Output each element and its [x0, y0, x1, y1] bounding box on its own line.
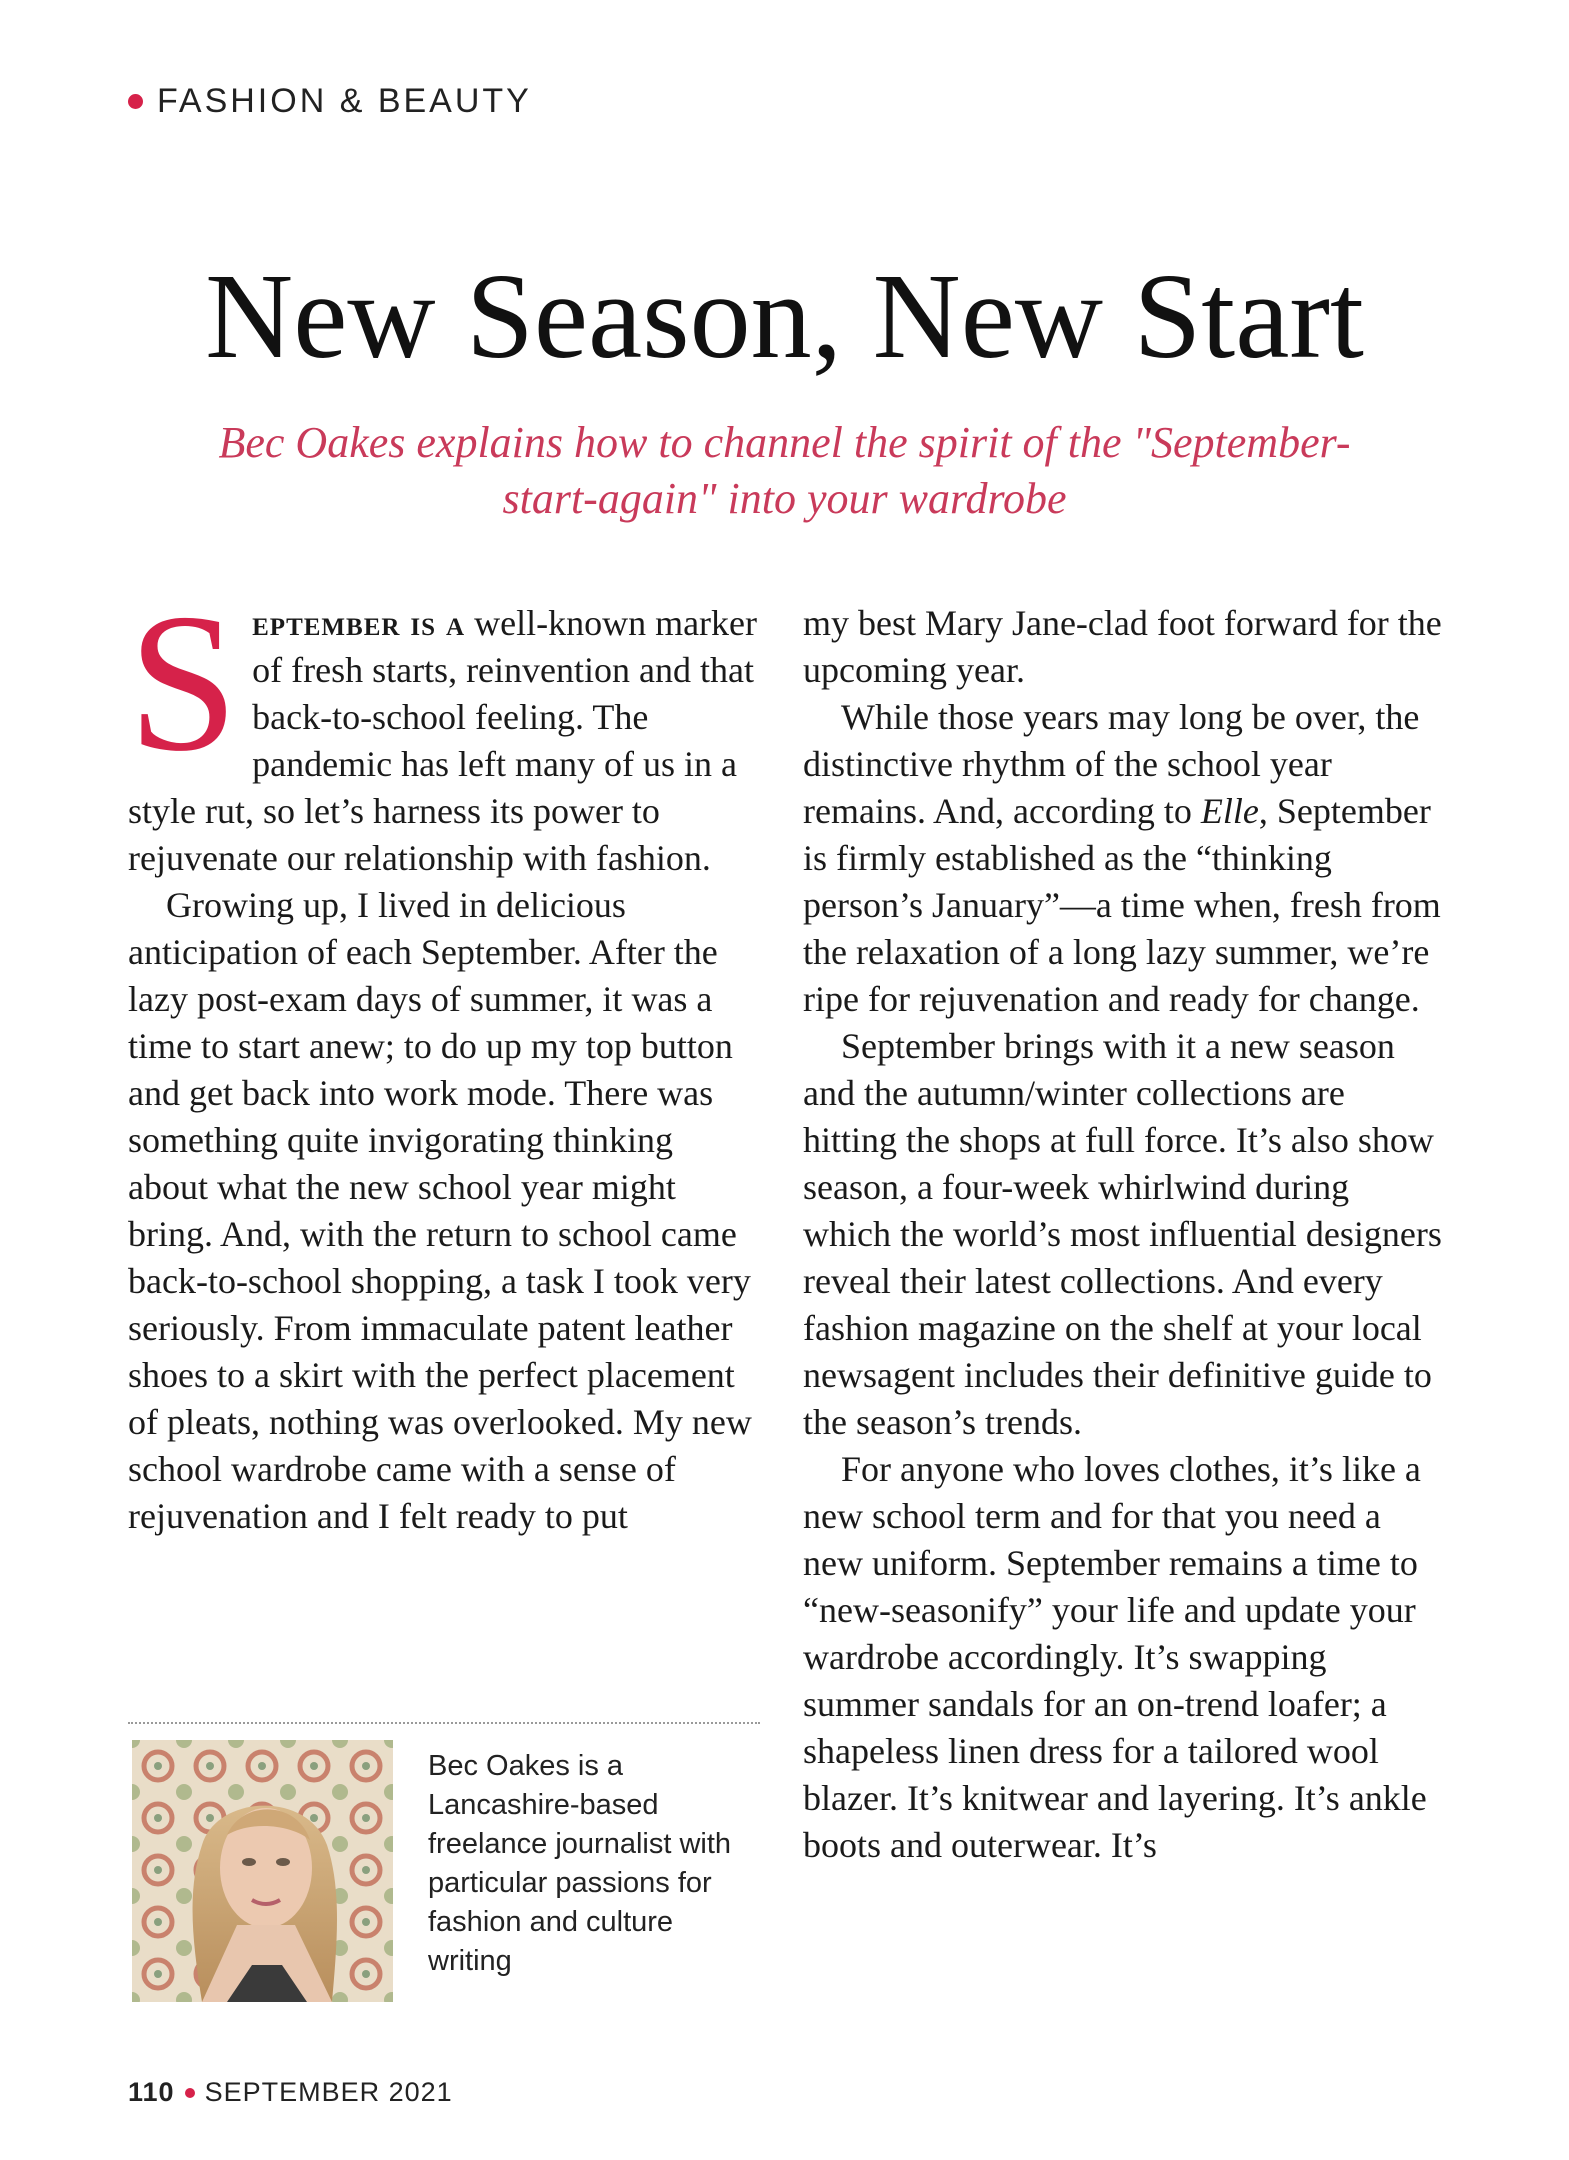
paragraph-text: While those years may long be over, the distinctive rhythm of the school year remains. And, according to — [803, 697, 1420, 831]
paragraph: Growing up, I lived in delicious anticipation of each September. After the lazy post-exam days of summer, it was a time to start anew; to do up my top button and get back into work mode. There was something quite invigorating thinking about what the new school year might bring. And, with the return to school came back-to-school shopping, a task I took very seriously. From immaculate patent leather shoes to a skirt with the perfect placement of pleats, nothing was overlooked. My new school wardrobe came with a sense of rejuvenation and I felt ready to put — [128, 885, 752, 1536]
author-bio: Bec Oakes is a Lancashire-based freelance journalist with particular passions for fashion and culture writing — [428, 1750, 732, 1977]
paragraph-text: , September is firmly established as the “thinking person’s January”—a time when, fresh from the relaxation of a long lazy summer, we’re ripe for rejuvenation and ready for change. — [803, 791, 1441, 1019]
article-title: New Season, New Start — [205, 249, 1364, 384]
paragraph: September brings with it a new season and the autumn/winter collections are hitting the shops at full force. It’s also show season, a four-week whirlwind during which the world’s most influential designers reveal their latest collections. And every fashion magazine on the shelf at your local newsagent includes their definitive guide to the season’s trends. — [803, 1026, 1442, 1442]
lead-in: eptember is a — [252, 603, 466, 643]
paragraph: For anyone who loves clothes, it’s like a new school term and for that you need a new uniform. September remains a time to “new-seasonify” your life and update your wardrobe accordingly. It’s swapping summer sandals for an on-trend loafer; a shapeless linen dress for a tailored wool blazer. It’s knitwear and layering. It’s ankle boots and outerwear. It’s — [803, 1449, 1427, 1865]
bullet-dot-icon — [185, 2088, 195, 2098]
author-photo — [132, 1740, 393, 2002]
page-footer — [128, 2077, 453, 2108]
paragraph — [803, 694, 1443, 1023]
paragraph-continuation: my best Mary Jane-clad foot forward for the upcoming year. — [803, 603, 1442, 690]
section-label — [128, 82, 532, 121]
bullet-dot-icon — [128, 94, 143, 109]
article-standfirst: Bec Oakes explains how to channel the spirit of the "September-start-again" into your wardrobe — [218, 418, 1351, 523]
author-portrait-image — [132, 1740, 393, 2002]
paragraph-text: well-known marker of fresh starts, reinvention and that back-to-school feeling. The pandemic has left many of us in a style rut, so let’s harness its power to rejuvenate our relationship with fashion. — [128, 603, 758, 878]
author-divider — [128, 1722, 760, 1724]
paragraph-intro — [128, 573, 760, 882]
section-name: FASHION & BEAUTY — [157, 82, 532, 120]
drop-cap: S — [128, 573, 239, 792]
article-column-left — [128, 573, 760, 1540]
issue-date: SEPTEMBER 2021 — [204, 2077, 453, 2107]
publication-name: Elle — [1200, 791, 1259, 831]
article-column-right — [803, 600, 1443, 1869]
page-number: 110 — [128, 2077, 175, 2107]
